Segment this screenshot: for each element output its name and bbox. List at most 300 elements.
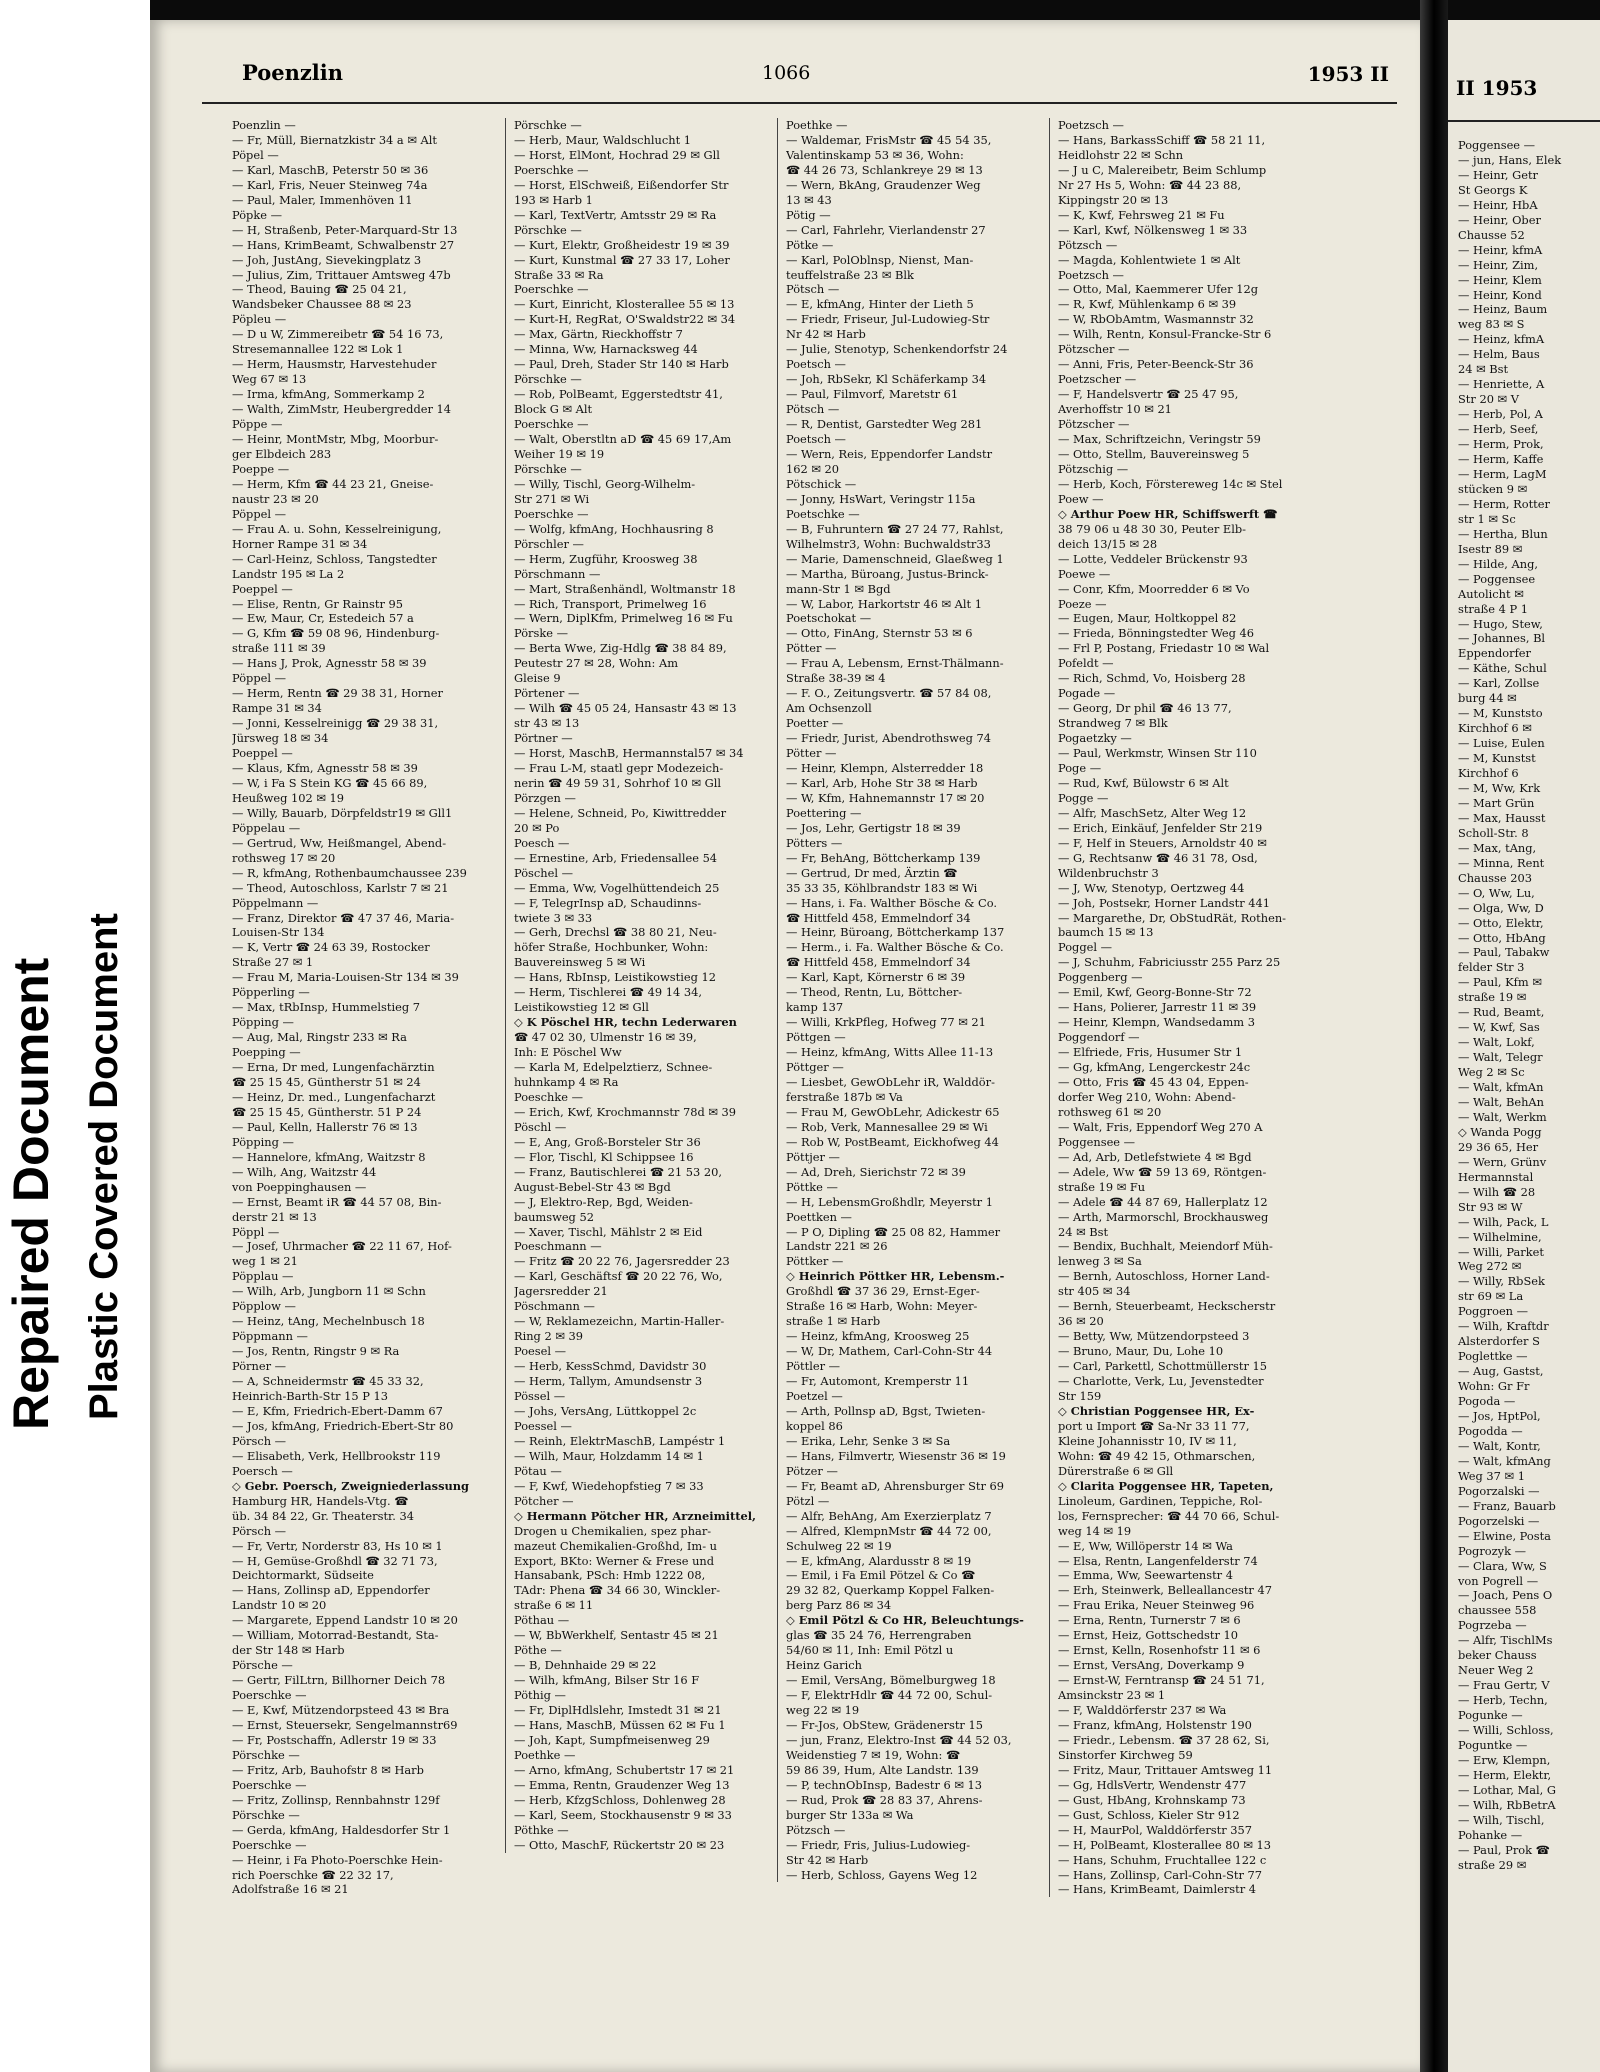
facing-page-header: II 1953: [1456, 76, 1538, 100]
facing-page-entry-line: — W, Kwf, Sas: [1458, 1020, 1540, 1035]
surname-heading: Pötter —: [786, 641, 837, 656]
surname-heading: Poetzel —: [786, 1389, 843, 1404]
directory-entry-line: Nr 27 Hs 5, Wohn: ☎ 44 23 88,: [1058, 177, 1242, 192]
surname-heading: Pöttgen —: [786, 1030, 846, 1045]
surname-heading: Pötcher —: [514, 1493, 574, 1508]
directory-entry-line: — Theod, Rentn, Lu, Böttcher-: [786, 985, 963, 1000]
directory-entry-line: — Hans, BarkassSchiff ☎ 58 21 11,: [1058, 132, 1266, 147]
surname-heading: Poeschke —: [514, 1089, 584, 1104]
directory-entry-line: — Rob W, PostBeamt, Eickhofweg 44: [786, 1134, 999, 1149]
directory-page: [150, 20, 1420, 2072]
repaired-document-label: Repaired Document: [3, 957, 59, 1430]
directory-entry-line: Wilhelmstr3, Wohn: Buchwaldstr33: [786, 536, 991, 551]
surname-heading: Poetschke —: [786, 506, 860, 521]
directory-entry-line: ◇ Hermann Pötcher HR, Arzneimittel,: [514, 1508, 757, 1523]
directory-entry-line: — Friedr., Lebensm. ☎ 37 28 62, Si,: [1058, 1732, 1270, 1747]
facing-page-entry-line: — Heinr, Klem: [1458, 272, 1542, 287]
directory-entry-line: — Karl, Geschäftsf ☎ 20 22 76, Wo,: [514, 1269, 723, 1284]
directory-entry-line: — Willy, Bauarb, Dörpfeldstr19 ✉ Gll1: [232, 805, 453, 820]
directory-entry-line: — Hans, KrimBeamt, Schwalbenstr 27: [232, 237, 455, 252]
surname-heading: Pötzl —: [786, 1493, 830, 1508]
surname-heading: Pötke —: [786, 237, 834, 252]
facing-page-entry-line: chaussee 558: [1458, 1603, 1537, 1618]
facing-page-entry-line: 29 36 65, Her: [1458, 1139, 1539, 1154]
directory-entry-line: — Carl, Fahrlehr, Vierlandenstr 27: [786, 222, 986, 237]
directory-entry-line: — Herb, Koch, Förstereweg 14c ✉ Stel: [1058, 476, 1283, 491]
directory-entry-line: — Erika, Lehr, Senke 3 ✉ Sa: [786, 1433, 951, 1448]
directory-entry-line: — Alfr, BehAng, Am Exerzierplatz 7: [786, 1508, 992, 1523]
directory-entry-line: — B, Fuhruntern ☎ 27 24 77, Rahlst,: [786, 521, 1004, 536]
directory-entry-line: — Elise, Rentn, Gr Rainstr 95: [232, 596, 404, 611]
plastic-covered-document-label: Plastic Covered Document: [82, 913, 126, 1420]
surname-heading: Poettering —: [786, 805, 862, 820]
surname-heading: Poetschokat —: [786, 611, 872, 626]
directory-entry-line: — Hans, Polierer, Jarrestr 11 ✉ 39: [1058, 1000, 1257, 1015]
directory-entry-line: Weg 67 ✉ 13: [232, 372, 307, 387]
directory-entry-line: — F, Handelsvertr ☎ 25 47 95,: [1058, 387, 1239, 402]
directory-entry-line: straße 111 ✉ 39: [232, 641, 326, 656]
directory-entry-line: — W, RbObAmtm, Wasmannstr 32: [1058, 312, 1254, 327]
directory-entry-line: — Horst, ElMont, Hochrad 29 ✉ Gll: [514, 147, 720, 162]
surname-heading: Pogge —: [1058, 790, 1109, 805]
directory-entry-line: — Heinr, i Fa Photo-Poerschke Hein-: [232, 1852, 443, 1867]
directory-entry-line: — E, Ww, Willöperstr 14 ✉ Wa: [1058, 1538, 1233, 1553]
directory-entry-line: — Alfr, MaschSetz, Alter Weg 12: [1058, 805, 1247, 820]
directory-entry-line: — Fritz ☎ 20 22 76, Jagersredder 23: [514, 1254, 730, 1269]
surname-heading: Pöthig —: [514, 1688, 566, 1703]
directory-entry-line: — Frau M, Maria-Louisen-Str 134 ✉ 39: [232, 970, 459, 985]
directory-entry-line: burger Str 133a ✉ Wa: [786, 1807, 914, 1822]
directory-entry-line: — Paul, Kelln, Hallerstr 76 ✉ 13: [232, 1119, 418, 1134]
facing-page-entry-line: — Mart Grün: [1458, 795, 1535, 810]
directory-entry-line: ferstraße 187b ✉ Va: [786, 1089, 903, 1104]
facing-page-entry-line: — Paul, Prok ☎: [1458, 1842, 1550, 1857]
directory-entry-line: — Herm, Tallym, Amundsenstr 3: [514, 1374, 703, 1389]
directory-entry-line: — Karl, Fris, Neuer Steinweg 74a: [232, 177, 428, 192]
facing-page-entry-line: — Wilh, Tischl,: [1458, 1812, 1545, 1827]
directory-entry-line: baumch 15 ✉ 13: [1058, 925, 1154, 940]
directory-entry-line: — Kurt, Kunstmal ☎ 27 33 17, Loher: [514, 252, 730, 267]
surname-heading: Pogade —: [1058, 686, 1116, 701]
directory-entry-line: Jagersredder 21: [514, 1284, 608, 1299]
surname-heading: Pössel —: [514, 1389, 566, 1404]
directory-entry-line: — Karl, Seem, Stockhausenstr 9 ✉ 33: [514, 1807, 732, 1822]
directory-entry-line: — Carl-Heinz, Schloss, Tangstedter: [232, 551, 437, 566]
directory-entry-line: — Elfriede, Fris, Husumer Str 1: [1058, 1045, 1243, 1060]
surname-heading: Pöttke —: [786, 1179, 838, 1194]
directory-entry-line: — Reinh, ElektrMaschB, Lampéstr 1: [514, 1433, 726, 1448]
surname-heading: Poeppel —: [232, 746, 293, 761]
directory-entry-line: — J, Elektro-Rep, Bgd, Weiden-: [514, 1194, 693, 1209]
facing-page-entry-line: — Willi, Schloss,: [1458, 1723, 1554, 1738]
directory-entry-line: — Otto, Stellm, Bauvereinsweg 5: [1058, 446, 1250, 461]
directory-entry-line: — Joh, Postsekr, Horner Landstr 441: [1058, 895, 1271, 910]
directory-entry-line: glas ☎ 35 24 76, Herrengraben: [786, 1628, 972, 1643]
directory-entry-line: — K, Vertr ☎ 24 63 39, Rostocker: [232, 940, 430, 955]
directory-entry-line: Heußweg 102 ✉ 19: [232, 790, 345, 805]
surname-heading: Pötsch —: [786, 282, 840, 297]
facing-page-entry-line: — jun, Hans, Elek: [1458, 152, 1562, 167]
facing-page-entry-line: Chausse 52: [1458, 227, 1525, 242]
surname-heading: Poggendorf —: [1058, 1030, 1140, 1045]
header-first-entry: Poenzlin: [242, 60, 344, 85]
directory-entry-line: — R, Kwf, Mühlenkamp 6 ✉ 39: [1058, 297, 1237, 312]
directory-entry-line: — Fr, Postschaffn, Adlerstr 19 ✉ 33: [232, 1732, 437, 1747]
directory-entry-line: Heinrich-Barth-Str 15 P 13: [232, 1389, 389, 1404]
directory-entry-line: — Fr, DiplHdlslehr, Imstedt 31 ✉ 21: [514, 1703, 722, 1718]
book-gutter: [1420, 0, 1448, 2072]
directory-entry-line: — R, Dentist, Garstedter Weg 281: [786, 417, 983, 432]
facing-page-entry-line: St Georgs K: [1458, 182, 1528, 197]
directory-entry-line: — E, Ang, Groß-Borsteler Str 36: [514, 1134, 701, 1149]
directory-column-4: [1049, 118, 1308, 1897]
facing-page-entry-line: — Lothar, Mal, G: [1458, 1782, 1557, 1797]
facing-page-entry-line: — Walt, Lokf,: [1458, 1035, 1535, 1050]
directory-entry-line: — Ew, Maur, Cr, Estedeich 57 a: [232, 611, 414, 626]
surname-heading: Pöppmann —: [232, 1329, 308, 1344]
directory-entry-line: — W, Dr, Mathem, Carl-Cohn-Str 44: [786, 1344, 993, 1359]
surname-heading: Poethke —: [514, 1747, 576, 1762]
directory-entry-line: port u Import ☎ Sa-Nr 33 11 77,: [1058, 1418, 1250, 1433]
surname-heading: Pörschke —: [514, 118, 582, 132]
directory-entry-line: — G, Kfm ☎ 59 08 96, Hindenburg-: [232, 626, 440, 641]
directory-entry-line: — Rich, Transport, Primelweg 16: [514, 596, 707, 611]
directory-entry-line: twiete 3 ✉ 33: [514, 910, 593, 925]
directory-entry-line: — Ernst, Heiz, Gottschedstr 10: [1058, 1628, 1239, 1643]
directory-entry-line: — Frau A. u. Sohn, Kesselreinigung,: [232, 521, 442, 536]
directory-entry-line: — Ernestine, Arb, Friedensallee 54: [514, 850, 718, 865]
directory-entry-line: — E, kfmAng, Hinter der Lieth 5: [786, 297, 974, 312]
directory-entry-line: — Franz, kfmAng, Holstenstr 190: [1058, 1717, 1252, 1732]
facing-page-entry-line: — M, Kunststo: [1458, 706, 1543, 721]
directory-entry-line: — William, Motorrad-Bestandt, Sta-: [232, 1628, 439, 1643]
surname-heading: Poetter —: [786, 716, 844, 731]
directory-entry-line: Ring 2 ✉ 39: [514, 1329, 583, 1344]
directory-entry-line: — Adele, Ww ☎ 59 13 69, Röntgen-: [1058, 1164, 1267, 1179]
directory-entry-line: — P O, Dipling ☎ 25 08 82, Hammer: [786, 1224, 1001, 1239]
directory-entry-line: — R, kfmAng, Rothenbaumchaussee 239: [232, 865, 467, 880]
directory-entry-line: — Margarethe, Dr, ObStudRät, Rothen-: [1058, 910, 1287, 925]
directory-entry-line: ger Elbdeich 283: [232, 446, 332, 461]
surname-heading: Pötzscher —: [1058, 417, 1130, 432]
surname-heading: Pöpping —: [232, 1015, 294, 1030]
directory-entry-line: huhnkamp 4 ✉ Ra: [514, 1075, 619, 1089]
directory-entry-line: — Frau A, Lebensm, Ernst-Thälmann-: [786, 656, 1004, 671]
directory-entry-line: — Erna, Dr med, Lungenfachärztin: [232, 1060, 435, 1075]
directory-entry-line: Großhdl ☎ 37 36 29, Ernst-Eger-: [786, 1284, 980, 1299]
directory-entry-line: — Fr-Jos, ObStew, Grädenerstr 15: [786, 1717, 983, 1732]
facing-page-entry-line: Str 93 ✉ W: [1458, 1199, 1523, 1214]
surname-heading: Poge —: [1058, 760, 1102, 775]
directory-entry-line: — F, ElektrHdlr ☎ 44 72 00, Schul-: [786, 1688, 993, 1703]
directory-entry-line: höfer Straße, Hochbunker, Wohn:: [514, 940, 709, 955]
directory-column-1: [232, 118, 484, 1897]
directory-entry-line: — Frau Erika, Neuer Steinweg 96: [1058, 1598, 1255, 1613]
surname-heading: Poepping —: [232, 1045, 301, 1060]
facing-page-entry-line: — Wilh, Pack, L: [1458, 1214, 1549, 1229]
directory-entry-line: baumsweg 52: [514, 1209, 594, 1224]
directory-entry-line: — Wilh, Maur, Holzdamm 14 ✉ 1: [514, 1448, 704, 1463]
directory-entry-line: — B, Dehnhaide 29 ✉ 22: [514, 1658, 657, 1673]
directory-entry-line: ◇ Clarita Poggensee HR, Tapeten,: [1058, 1478, 1274, 1493]
facing-page-entry-line: — Heinr, Zim,: [1458, 257, 1539, 272]
directory-entry-line: — Franz, Bautischlerei ☎ 21 53 20,: [514, 1164, 722, 1179]
directory-entry-line: — Heinr, Klempn, Wandsedamm 3: [1058, 1015, 1255, 1030]
directory-entry-line: Leistikowstieg 12 ✉ Gll: [514, 1000, 649, 1015]
surname-heading: Pötzschig —: [1058, 461, 1129, 476]
surname-heading: Pöppe —: [232, 417, 283, 432]
directory-entry-line: — Frau M, GewObLehr, Adickestr 65: [786, 1104, 1000, 1119]
directory-entry-line: — Hans, Filmvertr, Wiesenstr 36 ✉ 19: [786, 1448, 1006, 1463]
facing-page-entry-line: — Wern, Grünv: [1458, 1154, 1547, 1169]
surname-heading: Pötzscher —: [1058, 342, 1130, 357]
directory-entry-line: Jürsweg 18 ✉ 34: [232, 731, 329, 746]
directory-entry-line: Adolfstraße 16 ✉ 21: [232, 1882, 349, 1897]
facing-page-entry-line: — Walt, kfmAng: [1458, 1453, 1551, 1468]
facing-page-entry-line: Scholl-Str. 8: [1458, 825, 1529, 840]
directory-entry-line: — Hans, RbInsp, Leistikowstieg 12: [514, 970, 716, 985]
facing-page-entry-line: Autolicht ✉: [1458, 586, 1524, 601]
directory-entry-line: — Paul, Werkmstr, Winsen Str 110: [1058, 746, 1257, 761]
facing-page-entry-line: — Heinr, HbA: [1458, 197, 1538, 212]
directory-entry-line: — Hans J, Prok, Agnesstr 58 ✉ 39: [232, 656, 427, 671]
directory-entry-line: Landstr 10 ✉ 20: [232, 1598, 327, 1613]
directory-entry-line: Weidenstieg 7 ✉ 19, Wohn: ☎: [786, 1747, 961, 1762]
directory-entry-line: — Gg, kfmAng, Lengerckestr 24c: [1058, 1060, 1251, 1075]
directory-entry-line: — Emma, Rentn, Graudenzer Weg 13: [514, 1777, 730, 1792]
directory-entry-line: 193 ✉ Harb 1: [514, 192, 593, 207]
directory-entry-line: — Helene, Schneid, Po, Kiwittredder: [514, 805, 727, 820]
directory-column-2: [505, 118, 769, 1853]
directory-entry-line: der Str 148 ✉ Harb: [232, 1643, 345, 1658]
directory-entry-line: — Anni, Fris, Peter-Beenck-Str 36: [1058, 357, 1254, 372]
surname-heading: Poerschke —: [232, 1777, 307, 1792]
surname-heading: Pörske —: [514, 626, 569, 641]
directory-entry-line: Str 159: [1058, 1389, 1102, 1404]
facing-page-entry-line: weg 83 ✉ S: [1458, 317, 1525, 332]
directory-entry-line: rich Poerschke ☎ 22 32 17,: [232, 1867, 394, 1882]
surname-heading: Pötau —: [514, 1463, 562, 1478]
facing-page-entry-line: — Heinr, Getr: [1458, 167, 1538, 182]
surname-heading: Poeppe —: [232, 461, 290, 476]
facing-page-entry-line: beker Chauss: [1458, 1648, 1537, 1663]
directory-entry-line: — Paul, Dreh, Stader Str 140 ✉ Harb: [514, 357, 729, 372]
facing-page-entry-line: — Wilh, RbBetrA: [1458, 1797, 1556, 1812]
facing-page-entry-line: — Erw, Klempn,: [1458, 1752, 1551, 1767]
directory-entry-line: — Jos, Rentn, Ringstr 9 ✉ Ra: [232, 1344, 400, 1359]
facing-page-entry-line: — Walt, Telegr: [1458, 1050, 1543, 1065]
directory-entry-line: — Wern, BkAng, Graudenzer Weg: [786, 177, 981, 192]
directory-column-3: [777, 118, 1041, 1882]
facing-page-entry-line: — Jos, HptPol,: [1458, 1409, 1541, 1424]
facing-page-entry-line: — Hilde, Ang,: [1458, 556, 1538, 571]
directory-entry-line: — Flor, Tischl, Kl Schippsee 16: [514, 1149, 694, 1164]
facing-page-rule: [1448, 120, 1600, 122]
directory-entry-line: — Frieda, Bönningstedter Weg 46: [1058, 626, 1255, 641]
directory-entry-line: — E, Kwf, Mützendorpsteed 43 ✉ Bra: [232, 1703, 450, 1718]
directory-entry-line: Kleine Johannisstr 10, IV ✉ 11,: [1058, 1433, 1237, 1448]
surname-heading: Pötig —: [786, 207, 831, 222]
directory-entry-line: — Lotte, Veddeler Brückenstr 93: [1058, 551, 1248, 566]
directory-entry-line: kamp 137: [786, 1000, 844, 1015]
surname-heading: Pörzgen —: [514, 790, 576, 805]
facing-page-entry-line: — Luise, Eulen: [1458, 736, 1545, 751]
facing-page-entry-line: 24 ✉ Bst: [1458, 362, 1509, 377]
directory-entry-line: Straße 27 ✉ 1: [232, 955, 314, 970]
facing-page-entry-line: — Hugo, Stew,: [1458, 616, 1543, 631]
directory-entry-line: — Klaus, Kfm, Agnesstr 58 ✉ 39: [232, 760, 418, 775]
surname-heading: Poenzlin —: [232, 118, 296, 132]
surname-heading: Poettken —: [786, 1209, 852, 1224]
directory-entry-line: — Rob, Verk, Mannesallee 29 ✉ Wi: [786, 1119, 988, 1134]
directory-entry-line: — Arth, Pollnsp aD, Bgst, Twieten-: [786, 1403, 986, 1418]
directory-entry-line: — D u W, Zimmereibetr ☎ 54 16 73,: [232, 327, 444, 342]
directory-entry-line: Wohn: ☎ 49 42 15, Othmarschen,: [1058, 1448, 1256, 1463]
directory-entry-line: — Alfred, KlempnMstr ☎ 44 72 00,: [786, 1523, 992, 1538]
surname-heading: Pötzsch —: [786, 1822, 846, 1837]
surname-heading: Pötsch —: [786, 402, 840, 417]
surname-heading: Pöppl —: [232, 1224, 280, 1239]
directory-entry-line: — Wolfg, kfmAng, Hochhausring 8: [514, 521, 714, 536]
directory-entry-line: ◇ K Pöschel HR, techn Lederwaren: [514, 1015, 737, 1030]
facing-page-entry-line: — Willy, RbSek: [1458, 1274, 1545, 1289]
facing-page-entry-line: str 69 ✉ La: [1458, 1289, 1524, 1304]
surname-heading: Pöpplau —: [232, 1269, 294, 1284]
directory-entry-line: Str 42 ✉ Harb: [786, 1852, 869, 1867]
facing-page-entry-line: — Heinz, kfmA: [1458, 332, 1545, 347]
directory-entry-line: deich 13/15 ✉ 28: [1058, 536, 1158, 551]
directory-entry-line: — Ernst, VersAng, Doverkamp 9: [1058, 1658, 1245, 1673]
directory-entry-line: rothsweg 61 ✉ 20: [1058, 1104, 1162, 1119]
header-year-part: 1953 II: [1307, 62, 1389, 86]
directory-entry-line: — Rud, Kwf, Bülowstr 6 ✉ Alt: [1058, 775, 1229, 790]
surname-heading: Poerschke —: [514, 162, 589, 177]
directory-entry-line: — Herm., i. Fa. Walther Bösche & Co.: [786, 940, 1004, 955]
directory-entry-line: — Gertrud, Ww, Heißmangel, Abend-: [232, 835, 447, 850]
surname-heading: Pörschke —: [232, 1807, 300, 1822]
directory-entry-line: — Karl, Kapt, Körnerstr 6 ✉ 39: [786, 970, 966, 985]
directory-entry-line: — Wern, Reis, Eppendorfer Landstr: [786, 446, 993, 461]
directory-entry-line: — Karla M, Edelpelztierz, Schnee-: [514, 1060, 713, 1075]
surname-heading: Pöpleu —: [232, 312, 287, 327]
directory-entry-line: — Karl, Arb, Hohe Str 38 ✉ Harb: [786, 775, 978, 790]
facing-page-entry-line: — Käthe, Schul: [1458, 661, 1547, 676]
facing-page-entry-line: — Herm, Prok,: [1458, 437, 1544, 452]
facing-page-entry-line: Poglettke —: [1458, 1349, 1528, 1364]
directory-entry-line: — Rich, Schmd, Vo, Hoisberg 28: [1058, 671, 1246, 686]
directory-entry-line: — Hannelore, kfmAng, Waitzstr 8: [232, 1149, 426, 1164]
directory-entry-line: — Friedr, Fris, Julius-Ludowieg-: [786, 1837, 971, 1852]
directory-entry-line: Block G ✉ Alt: [514, 402, 593, 417]
directory-entry-line: — F. O., Zeitungsvertr. ☎ 57 84 08,: [786, 686, 992, 701]
directory-entry-line: berg Parz 86 ✉ 34: [786, 1598, 892, 1613]
surname-heading: Pöschmann —: [514, 1299, 595, 1314]
directory-entry-line: ☎ 25 15 45, Güntherstr. 51 P 24: [232, 1104, 422, 1119]
facing-page-entry-line: — Otto, HbAng: [1458, 930, 1546, 945]
directory-entry-line: — Fritz, Arb, Bauhofstr 8 ✉ Harb: [232, 1762, 424, 1777]
directory-entry-line: — Heinr, Klempn, Alsterredder 18: [786, 760, 984, 775]
directory-entry-line: — Wilh ☎ 45 05 24, Hansastr 43 ✉ 13: [514, 701, 737, 716]
surname-heading: Pöschel —: [514, 865, 574, 880]
facing-page-entry-line: — Hertha, Blun: [1458, 526, 1548, 541]
directory-entry-line: — Fritz, Maur, Trittauer Amtsweg 11: [1058, 1762, 1273, 1777]
facing-page-entry-line: — O, Ww, Lu,: [1458, 885, 1535, 900]
facing-page-entry-line: — Wilh, Kraftdr: [1458, 1319, 1549, 1334]
directory-entry-line: — Gertrud, Dr med, Ärztin ☎: [786, 865, 958, 880]
directory-entry-line: weg 14 ✉ 19: [1058, 1523, 1132, 1538]
surname-heading: Poggel —: [1058, 940, 1113, 955]
directory-entry-line: 35 33 35, Köhlbrandstr 183 ✉ Wi: [786, 880, 978, 895]
facing-page-entry-line: Pogorzelski —: [1458, 1513, 1540, 1528]
directory-entry-line: — Betty, Ww, Mützendorpsteed 3: [1058, 1329, 1250, 1344]
surname-heading: Pöttler —: [786, 1359, 841, 1374]
facing-page-entry-line: — Otto, Elektr,: [1458, 915, 1544, 930]
directory-entry-line: — Kurt, Einricht, Klosterallee 55 ✉ 13: [514, 297, 735, 312]
directory-entry-line: — Wern, DiplKfm, Primelweg 16 ✉ Fu: [514, 611, 733, 626]
directory-entry-line: — Herb, Schloss, Gayens Weg 12: [786, 1867, 978, 1882]
directory-entry-line: — Ad, Dreh, Sierichstr 72 ✉ 39: [786, 1164, 966, 1179]
directory-entry-line: — Wilh, Rentn, Konsul-Francke-Str 6: [1058, 327, 1272, 342]
directory-entry-line: — Herm, Rentn ☎ 29 38 31, Horner: [232, 686, 443, 701]
directory-entry-line: — Theod, Bauing ☎ 25 04 21,: [232, 282, 407, 297]
directory-entry-line: — Erh, Steinwerk, Belleallancestr 47: [1058, 1583, 1272, 1598]
directory-entry-line: — Max, Gärtn, Rieckhoffstr 7: [514, 327, 683, 342]
directory-entry-line: — Emil, VersAng, Bömelburgweg 18: [786, 1673, 996, 1688]
surname-heading: Poggensee —: [1058, 1134, 1136, 1149]
facing-page-entry-line: straße 4 P 1: [1458, 601, 1529, 616]
directory-entry-line: — Otto, Fris ☎ 45 43 04, Eppen-: [1058, 1075, 1249, 1089]
directory-entry-line: — Gerh, Drechsl ☎ 38 80 21, Neu-: [514, 925, 717, 940]
facing-page-entry-line: Chausse 203: [1458, 870, 1532, 885]
directory-entry-line: — Rud, Prok ☎ 28 83 37, Ahrens-: [786, 1792, 983, 1807]
directory-entry-line: — Martha, Büroang, Justus-Brinck-: [786, 566, 989, 581]
facing-page-entry-line: — Henriette, A: [1458, 377, 1545, 392]
facing-page-entry-line: — Walt, kfmAn: [1458, 1080, 1544, 1095]
surname-heading: Pöthau —: [514, 1613, 570, 1628]
facing-page-entry-line: — Heinz, Baum: [1458, 302, 1548, 317]
facing-page-entry-line: — Wilh ☎ 28: [1458, 1184, 1536, 1199]
directory-entry-line: — Frl P, Postang, Friedastr 10 ✉ Wal: [1058, 641, 1270, 656]
surname-heading: Pörschke —: [514, 222, 582, 237]
directory-entry-line: str 405 ✉ 34: [1058, 1284, 1131, 1299]
directory-entry-line: — Gust, Schloss, Kieler Str 912: [1058, 1807, 1240, 1822]
directory-entry-line: — Fr, Müll, Biernatzkistr 34 a ✉ Alt: [232, 132, 437, 147]
surname-heading: Pöpplow —: [232, 1299, 296, 1314]
directory-entry-line: — Hans, MaschB, Müssen 62 ✉ Fu 1: [514, 1717, 726, 1732]
directory-entry-line: — Otto, Mal, Kaemmerer Ufer 12g: [1058, 282, 1258, 297]
facing-page-entry-line: — Franz, Bauarb: [1458, 1498, 1556, 1513]
surname-heading: Pötter —: [786, 746, 837, 761]
directory-entry-line: — Heinr, Büroang, Böttcherkamp 137: [786, 925, 1005, 940]
directory-entry-line: — Karl, PolOblnsp, Nienst, Man-: [786, 252, 974, 267]
directory-entry-line: — J u C, Malereibetr, Beim Schlump: [1058, 162, 1267, 177]
facing-page-entry-line: straße 19 ✉: [1458, 990, 1527, 1005]
directory-entry-line: — Arno, kfmAng, Schubertstr 17 ✉ 21: [514, 1762, 735, 1777]
facing-page-entry-line: Hermannstal: [1458, 1169, 1534, 1184]
surname-heading: Pörtner —: [514, 731, 573, 746]
surname-heading: von Poeppinghausen —: [232, 1179, 367, 1194]
directory-entry-line: Amsinckstr 23 ✉ 1: [1058, 1688, 1166, 1703]
directory-entry-line: los, Fernsprecher: ☎ 44 70 66, Schul-: [1058, 1508, 1280, 1523]
surname-heading: Pötschick —: [786, 476, 857, 491]
directory-entry-line: — Kurt, Elektr, Großheidestr 19 ✉ 39: [514, 237, 730, 252]
facing-page-entry-line: — Elwine, Posta: [1458, 1528, 1551, 1543]
surname-heading: Poesel —: [514, 1344, 567, 1359]
directory-entry-line: mazeut Chemikalien-Großhd, Im- u: [514, 1538, 717, 1553]
directory-entry-line: — W, i Fa S Stein KG ☎ 45 66 89,: [232, 775, 428, 790]
directory-entry-line: — Herm, Kfm ☎ 44 23 21, Gneise-: [232, 476, 434, 491]
facing-page-entry-line: Pohanke —: [1458, 1827, 1523, 1842]
